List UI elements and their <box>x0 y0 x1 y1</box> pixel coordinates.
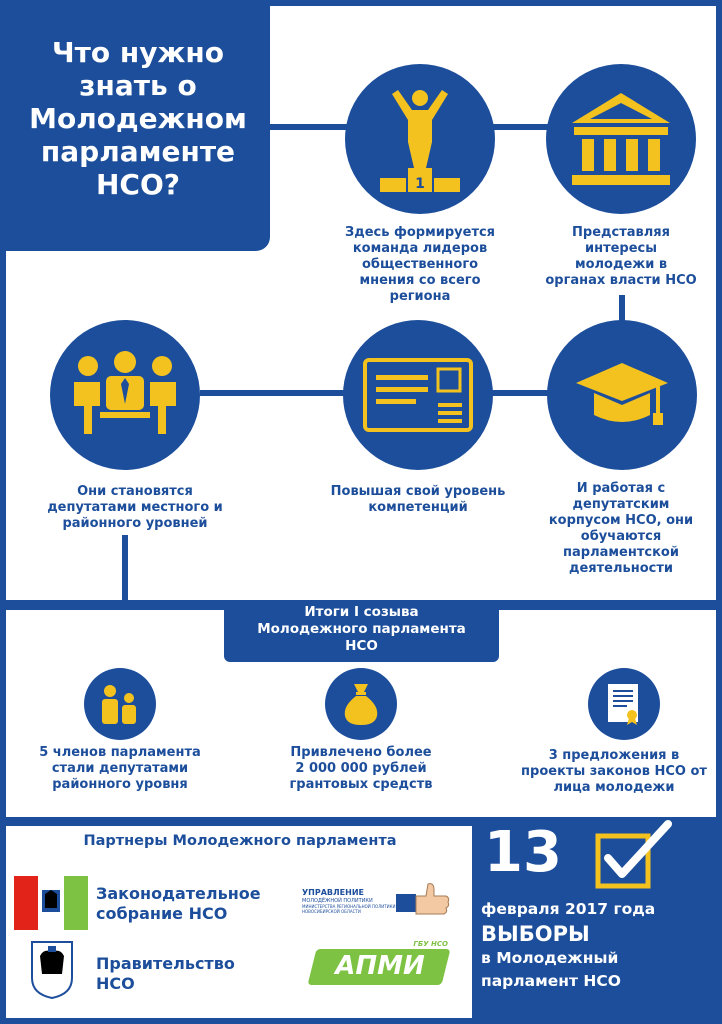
apmi-logo <box>306 940 454 988</box>
caption-line: 3 предложения в <box>548 748 680 763</box>
caption-line: грантовых средств <box>289 777 433 792</box>
title-line: НСО? <box>95 168 181 201</box>
results-title <box>224 600 499 662</box>
result-circle-grants <box>325 668 397 740</box>
caption-line: молодежи в <box>574 257 668 272</box>
title-line: парламенте <box>40 135 236 168</box>
money-bag-icon <box>341 682 381 726</box>
partner-label-line: Законодательное <box>96 884 261 903</box>
election-text <box>481 898 719 993</box>
nso-flag-icon <box>14 876 88 930</box>
team-icon <box>70 350 180 440</box>
caption-line: И работая с <box>576 481 666 496</box>
step-caption-government <box>530 225 712 289</box>
caption-line: деятельности <box>568 561 674 576</box>
step-caption-competence <box>320 484 516 516</box>
results-title-line: Молодежного парламента <box>257 621 466 637</box>
connector <box>122 535 128 605</box>
apmi-logo-text: АПМИ <box>335 951 425 981</box>
caption-line: интересы <box>584 241 658 256</box>
results-title-line: Итоги I созыва <box>304 604 419 620</box>
caption-line: Здесь формируется <box>344 225 496 240</box>
election-line: февраля 2017 года <box>481 900 656 918</box>
result-circle-deputies <box>84 668 156 740</box>
document-icon <box>362 357 474 433</box>
caption-line: депутатами местного и <box>47 500 223 515</box>
checkmark-box-icon <box>594 818 676 890</box>
caption-line: депутатским <box>572 497 670 512</box>
upravlenie-logo <box>302 880 452 924</box>
caption-line: 5 членов парламента <box>39 745 201 760</box>
caption-line: региона <box>389 289 451 304</box>
partner-label-line: НСО <box>96 974 135 993</box>
government-circle <box>546 64 696 214</box>
podium-circle <box>345 64 495 214</box>
caption-line: Представляя <box>572 225 670 240</box>
step-caption-education <box>530 481 712 577</box>
deputies-circle <box>50 320 200 470</box>
caption-line: проекты законов НСО от <box>521 764 707 779</box>
partners-title: Партнеры Молодежного парламента <box>83 833 397 849</box>
caption-line: органах власти НСО <box>545 273 697 288</box>
partner-government <box>96 954 235 994</box>
caption-line: 2 000 000 рублей <box>295 761 427 776</box>
education-circle <box>547 320 697 470</box>
graduation-cap-icon <box>572 355 672 435</box>
caption-line: Повышая свой уровень <box>330 484 506 499</box>
government-building-icon <box>566 89 676 189</box>
competence-circle <box>343 320 493 470</box>
upravlenie-logo-title: УПРАВЛЕНИЕ <box>302 888 364 897</box>
partner-label-line: Правительство <box>96 954 235 973</box>
result-caption-deputies <box>20 745 220 793</box>
caption-line: корпусом НСО, они <box>548 513 694 528</box>
election-line: ВЫБОРЫ <box>481 922 590 946</box>
results-title-line: НСО <box>345 638 378 654</box>
thumbs-up-icon <box>396 880 450 920</box>
podium-number: 1 <box>415 176 425 192</box>
caption-line: общественного <box>361 257 479 272</box>
partner-legislative <box>96 884 261 924</box>
podium-icon <box>370 84 470 194</box>
caption-line: Привлечено более <box>290 745 432 760</box>
election-line: парламент НСО <box>481 972 621 990</box>
caption-line: обучаются <box>580 529 662 544</box>
upravlenie-logo-sub: МИНИСТЕРСТВА РЕГИОНАЛЬНОЙ ПОЛИТИКИ <box>302 904 396 909</box>
caption-line: лица молодежи <box>553 780 675 795</box>
upravlenie-logo-sub: МОЛОДЁЖНОЙ ПОЛИТИКИ <box>302 898 373 904</box>
caption-line: команда лидеров <box>352 241 488 256</box>
title-line: знать о <box>79 69 197 102</box>
certificate-icon <box>605 682 643 726</box>
caption-line: районного уровня <box>52 777 188 792</box>
step-caption-deputies <box>30 484 240 532</box>
upravlenie-logo-sub: НОВОСИБИРСКОЙ ОБЛАСТИ <box>302 909 361 914</box>
caption-line: Они становятся <box>77 484 193 499</box>
title-line: Молодежном <box>29 102 247 135</box>
page-title <box>6 6 270 251</box>
nso-coat-of-arms-icon <box>28 940 76 1000</box>
result-circle-laws <box>588 668 660 740</box>
apmi-logo-sub: ГБУ НСО <box>413 940 448 948</box>
result-caption-laws <box>512 748 716 796</box>
people-icon <box>98 684 142 724</box>
election-line: в Молодежный <box>481 949 619 967</box>
election-day: 13 <box>484 820 562 885</box>
partner-label-line: собрание НСО <box>96 904 228 923</box>
step-caption-leaders <box>320 225 520 305</box>
caption-line: стали депутатами <box>51 761 189 776</box>
caption-line: компетенций <box>368 500 468 515</box>
result-caption-grants <box>260 745 462 793</box>
caption-line: мнения со всего <box>359 273 481 288</box>
caption-line: районного уровней <box>62 516 208 531</box>
caption-line: парламентской <box>563 545 679 560</box>
title-line: Что нужно <box>52 36 224 69</box>
